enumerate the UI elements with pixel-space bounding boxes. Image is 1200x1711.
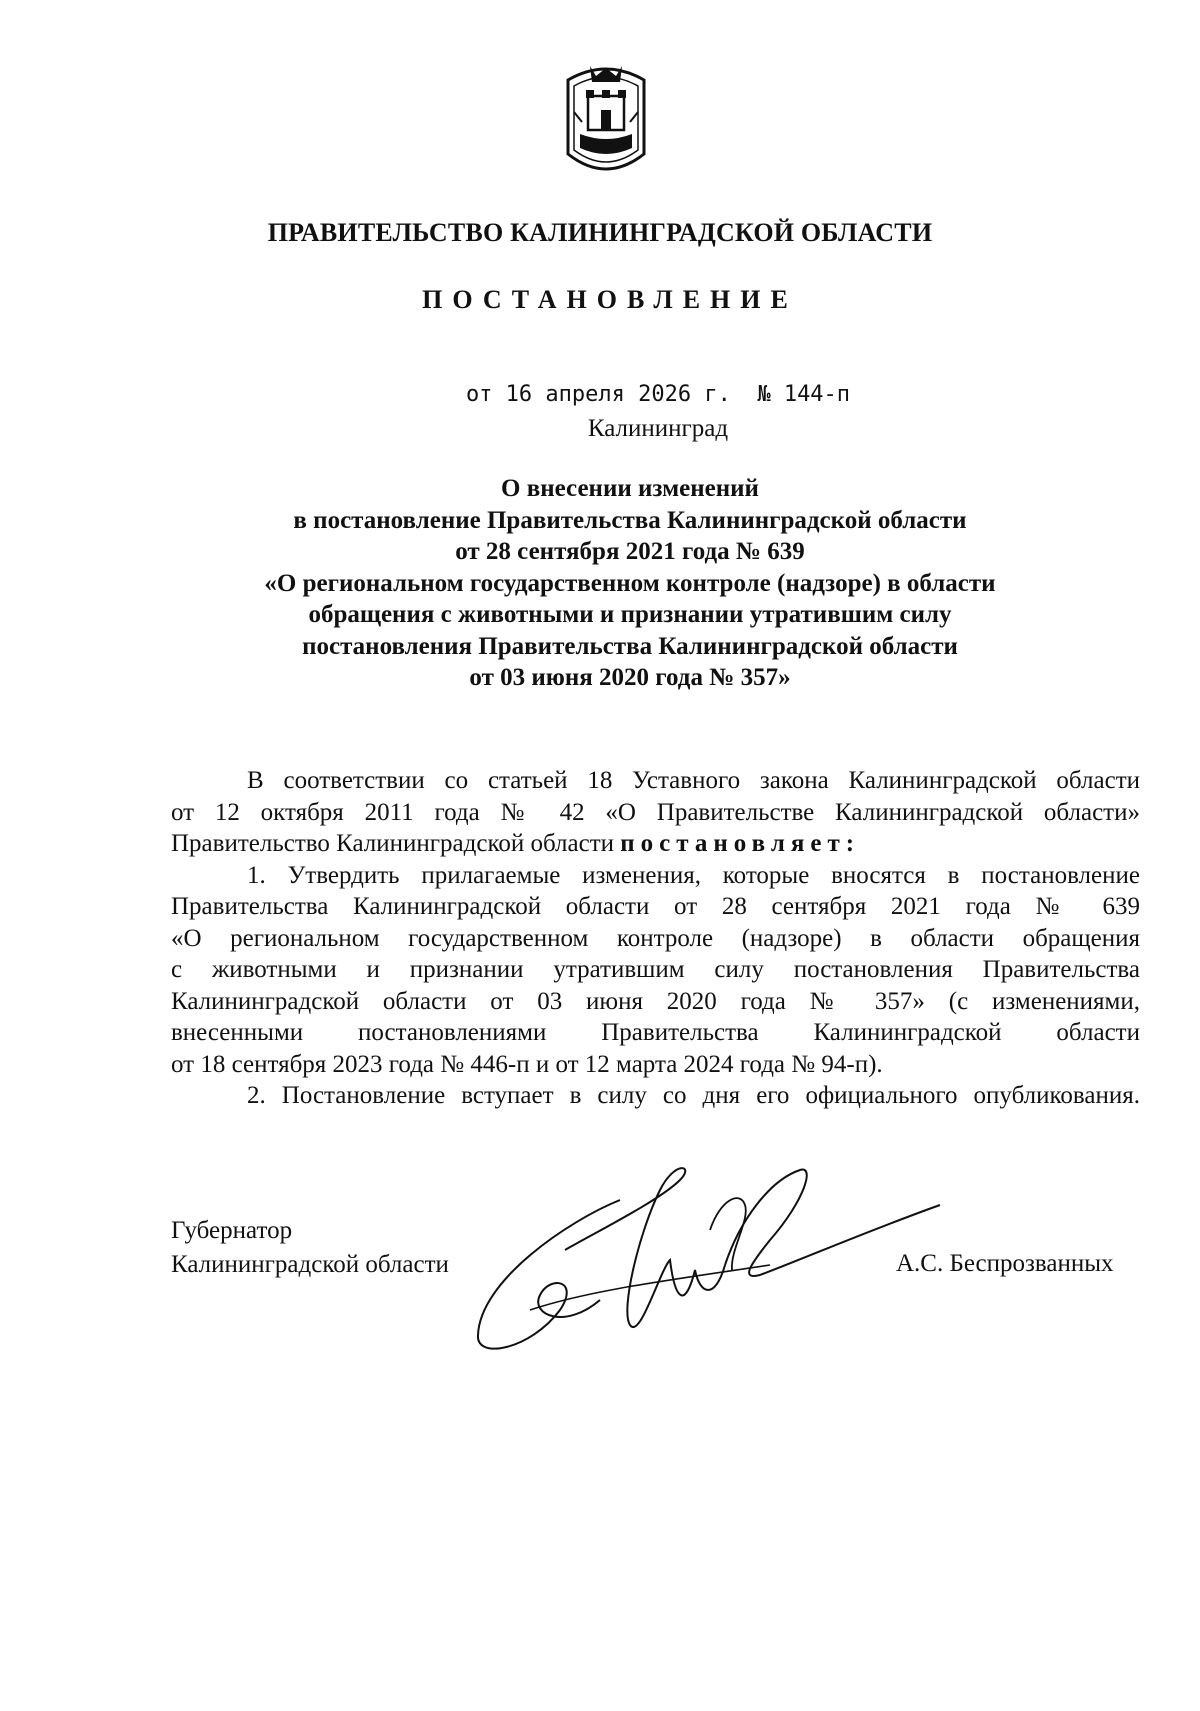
subject-line: «О региональном государственном контроле (надзоре) в области bbox=[264, 569, 996, 597]
subject-line: О внесении изменений bbox=[501, 475, 759, 502]
preamble-text: Правительство Калининградской области bbox=[171, 830, 621, 857]
coat-of-arms-icon bbox=[560, 62, 652, 182]
body-line: 1. Утвердить прилагаемые изменения, которые вносятся в постановление bbox=[247, 861, 1140, 889]
document-subject bbox=[30, 473, 1200, 694]
decree-word: постановляет: bbox=[620, 830, 861, 857]
subject-line: от 03 июня 2020 года № 357» bbox=[469, 664, 791, 691]
subject-line: от 28 сентября 2021 года № 639 bbox=[455, 538, 805, 565]
body-line: внесенными постановлениями Правительства Калининградской области bbox=[171, 1019, 1140, 1046]
body-line: «О региональном государственном контроле (надзоре) в области обращения bbox=[171, 924, 1140, 952]
document-body bbox=[171, 765, 1140, 1112]
document-city: Калининград bbox=[587, 415, 729, 442]
signatory-title-line: Калининградской области bbox=[171, 1251, 449, 1278]
body-line: от 18 сентября 2023 года № 446-п и от 12 марта 2024 года № 94-п). bbox=[171, 1050, 883, 1078]
body-line: Правительства Калининградской области от 28 сентября 2021 года № 639 bbox=[171, 893, 1140, 920]
subject-line: обращения с животными и признании утратившим силу bbox=[308, 601, 952, 628]
organization-title: ПРАВИТЕЛЬСТВО КАЛИНИНГРАДСКОЙ ОБЛАСТИ bbox=[267, 218, 933, 247]
handwritten-signature-icon bbox=[470, 1160, 950, 1360]
signatory-title-line: Губернатор bbox=[171, 1217, 293, 1244]
body-line: с животными и признании утратившим силу постановления Правительства bbox=[171, 956, 1140, 983]
document-type: ПОСТАНОВЛЕНИЕ bbox=[422, 285, 798, 314]
subject-line: в постановление Правительства Калининградской области bbox=[293, 506, 967, 534]
body-line: Калининградской области от 03 июня 2020 года № 357» (с изменениями, bbox=[171, 987, 1140, 1015]
body-line: В соответствии со статьей 18 Уставного закона Калининградской области bbox=[247, 767, 1140, 794]
signatory-name: А.С. Беспрозванных bbox=[896, 1250, 1114, 1277]
subject-line: постановления Правительства Калининградской области bbox=[302, 632, 958, 660]
document-date-number: от 16 апреля 2026 г. № 144-п bbox=[465, 382, 851, 407]
body-line: 2. Постановление вступает в силу со дня его официального опубликования. bbox=[247, 1082, 1140, 1109]
body-line bbox=[171, 828, 1140, 860]
signatory-title bbox=[171, 1214, 449, 1282]
body-line: от 12 октября 2011 года № 42 «О Правительстве Калининградской области» bbox=[171, 798, 1140, 826]
